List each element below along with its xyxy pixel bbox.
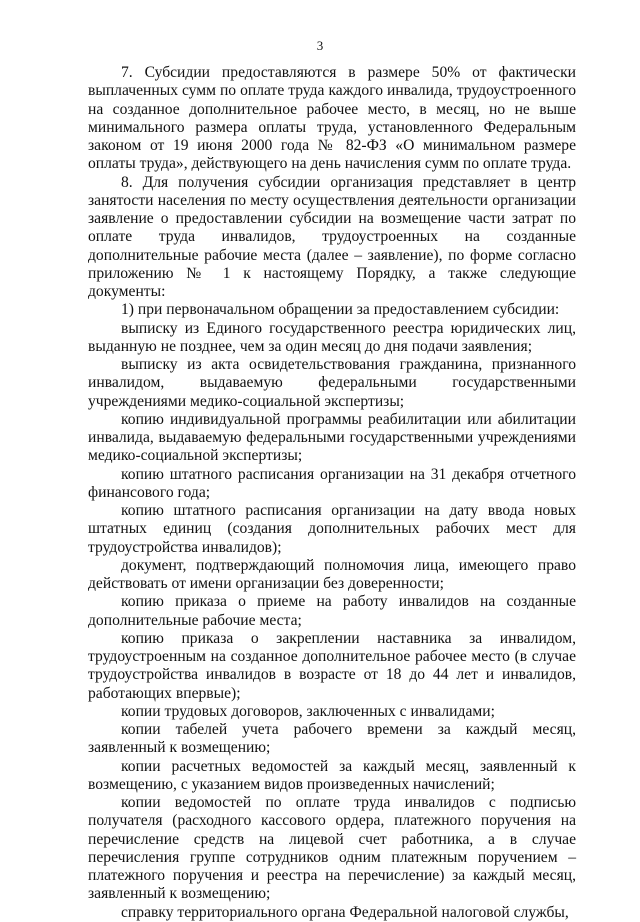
- list-item: копию приказа о закреплении наставника за инвалидом, трудоустроенным на созданное дополнительное рабочее место (в случае трудоустройства инвалидов в возрасте от 18 до 44 лет и инвалидов, работающих впервые);: [88, 629, 576, 702]
- list-item: копии ведомостей по оплате труда инвалидов с подписью получателя (расходного кассового ордера, платежного поручения на перечисление средств на лицевой счет работника, а в случае перечисления группе сотрудников одним платежным поручением – платежного поручения и реестра на перечисление) за каждый месяц, заявленный к возмещению;: [88, 794, 576, 903]
- list-item: копии табелей учета рабочего времени за каждый месяц, заявленный к возмещению;: [88, 721, 576, 757]
- list-item: выписку из Единого государственного реестра юридических лиц, выданную не позднее, чем за один месяц до дня подачи заявления;: [88, 319, 576, 355]
- paragraph-8-application: 8. Для получения субсидии организация представляет в центр занятости населения по месту осуществления деятельности организации заявление о предоставлении субсидии на возмещение части затрат по оплате труда инвалидов, трудоустроенных на созданные дополнительные рабочие места (далее – заявление), по форме согласно приложению № 1 к настоящему Порядку, а также следующие документы:: [88, 173, 576, 300]
- list-item: копию индивидуальной программы реабилитации или абилитации инвалида, выдаваемую федеральными государственными учреждениями медико-социальной экспертизы;: [88, 410, 576, 465]
- paragraph-7-subsidy-amount: 7. Субсидии предоставляются в размере 50% от фактически выплаченных сумм по оплате труда каждого инвалида, трудоустроенного на созданное дополнительное рабочее место, в месяц, но не выше минимального размера оплаты труда, установленного Федеральным законом от 19 июня 2000 года № 82-ФЗ «О минимальном размере оплаты труда», действующего на день начисления сумм по оплате труда.: [88, 64, 576, 173]
- list-item: копии трудовых договоров, заключенных с инвалидами;: [121, 702, 495, 720]
- list-item: копию штатного расписания организации на 31 декабря отчетного финансового года;: [88, 465, 576, 501]
- list-item: документ, подтверждающий полномочия лица, имеющего право действовать от имени организации без доверенности;: [88, 556, 576, 592]
- list-item: копии расчетных ведомостей за каждый месяц, заявленный к возмещению, с указанием видов произведенных начислений;: [88, 757, 576, 793]
- list-item: справку территориального органа Федеральной налоговой службы,: [121, 903, 569, 921]
- document-body: [88, 64, 576, 922]
- list-item: копию штатного расписания организации на дату ввода новых штатных единиц (создания дополнительных рабочих мест для трудоустройства инвалидов);: [88, 502, 576, 556]
- list-item: выписку из акта освидетельствования гражданина, признанного инвалидом, выдаваемую федеральными государственными учреждениями медико-социальной экспертизы;: [88, 356, 576, 410]
- subitem-initial-request: 1) при первоначальном обращении за предоставлением субсидии:: [121, 301, 560, 319]
- page-number: 3: [316, 38, 324, 53]
- list-item: копию приказа о приеме на работу инвалидов на созданные дополнительные рабочие места;: [88, 593, 576, 629]
